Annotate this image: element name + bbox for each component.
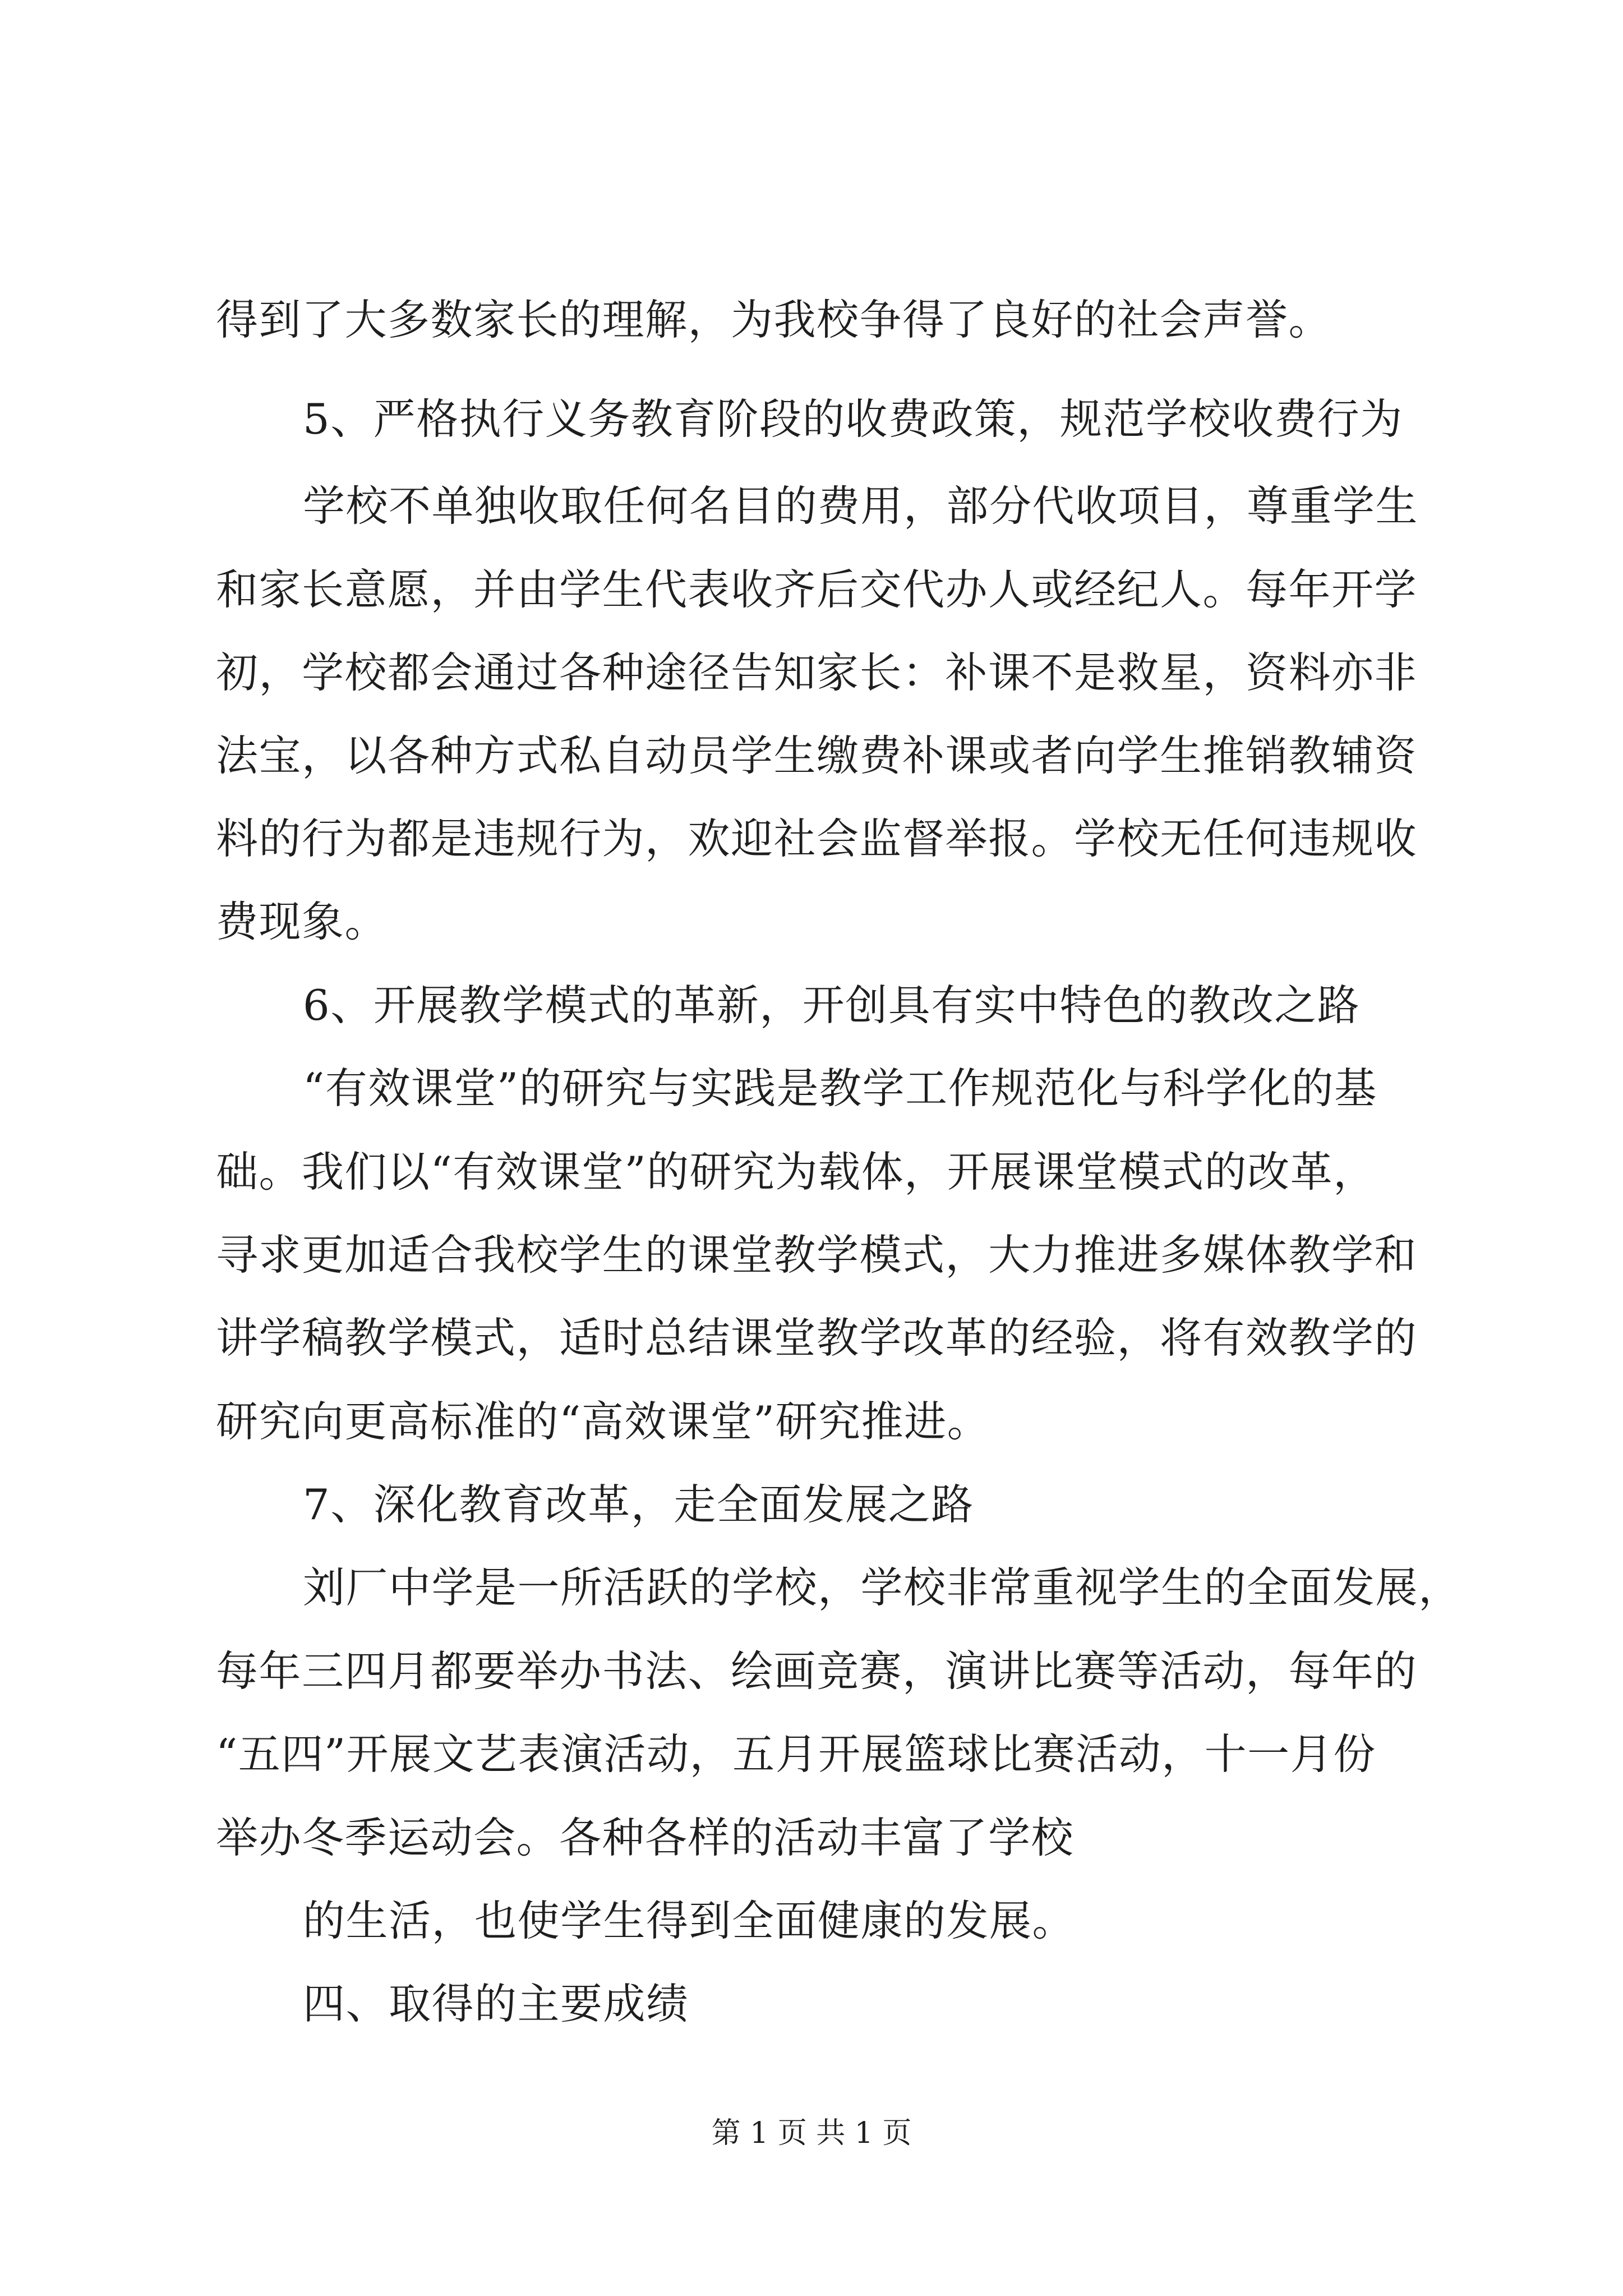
text-line: 初，学校都会通过各种途径告知家长：补课不是救星，资料亦非 (216, 648, 1418, 697)
page-number-footer: 第 1 页 共 1 页 (711, 2116, 912, 2150)
section-heading: 5、严格执行义务教育阶段的收费政策，规范学校收费行为 (303, 394, 1403, 444)
text-line: 费现象。 (216, 897, 388, 946)
text-line: 举办冬季运动会。各种各样的活动丰富了学校 (216, 1813, 1075, 1862)
text-line: 讲学稿教学模式，适时总结课堂教学改革的经验，将有效教学的 (216, 1313, 1418, 1363)
text-line: 法宝，以各种方式私自动员学生缴费补课或者向学生推销教辅资 (216, 731, 1418, 780)
text-line: 得到了大多数家长的理解，为我校争得了良好的社会声誉。 (216, 295, 1332, 344)
text-line: 础。我们以“有效课堂”的研究为载体，开展课堂模式的改革， (216, 1147, 1376, 1197)
section-heading: 四、取得的主要成绩 (303, 1979, 689, 2028)
text-line: 寻求更加适合我校学生的课堂教学模式，大力推进多媒体教学和 (216, 1230, 1418, 1280)
text-line: “五四”开展文艺表演活动，五月开展篮球比赛活动，十一月份 (216, 1729, 1376, 1779)
text-line: 每年三四月都要举办书法、绘画竞赛，演讲比赛等活动，每年的 (216, 1646, 1418, 1696)
text-line: 刘厂中学是一所活跃的学校，学校非常重视学生的全面发展， (303, 1563, 1461, 1612)
text-line: 料的行为都是违规行为，欢迎社会监督举报。学校无任何违规收 (216, 814, 1418, 863)
section-heading: 7、深化教育改革，走全面发展之路 (303, 1480, 974, 1529)
text-line: “有效课堂”的研究与实践是教学工作规范化与科学化的基 (303, 1064, 1377, 1113)
text-line: 研究向更高标准的“高效课堂”研究推进。 (216, 1397, 990, 1446)
text-line: 学校不单独收取任何名目的费用，部分代收项目，尊重学生 (303, 481, 1419, 531)
section-heading: 6、开展教学模式的革新，开创具有实中特色的教改之路 (303, 981, 1361, 1030)
text-line: 的生活，也使学生得到全面健康的发展。 (303, 1896, 1076, 1945)
text-line: 和家长意愿，并由学生代表收齐后交代办人或经纪人。每年开学 (216, 565, 1418, 614)
